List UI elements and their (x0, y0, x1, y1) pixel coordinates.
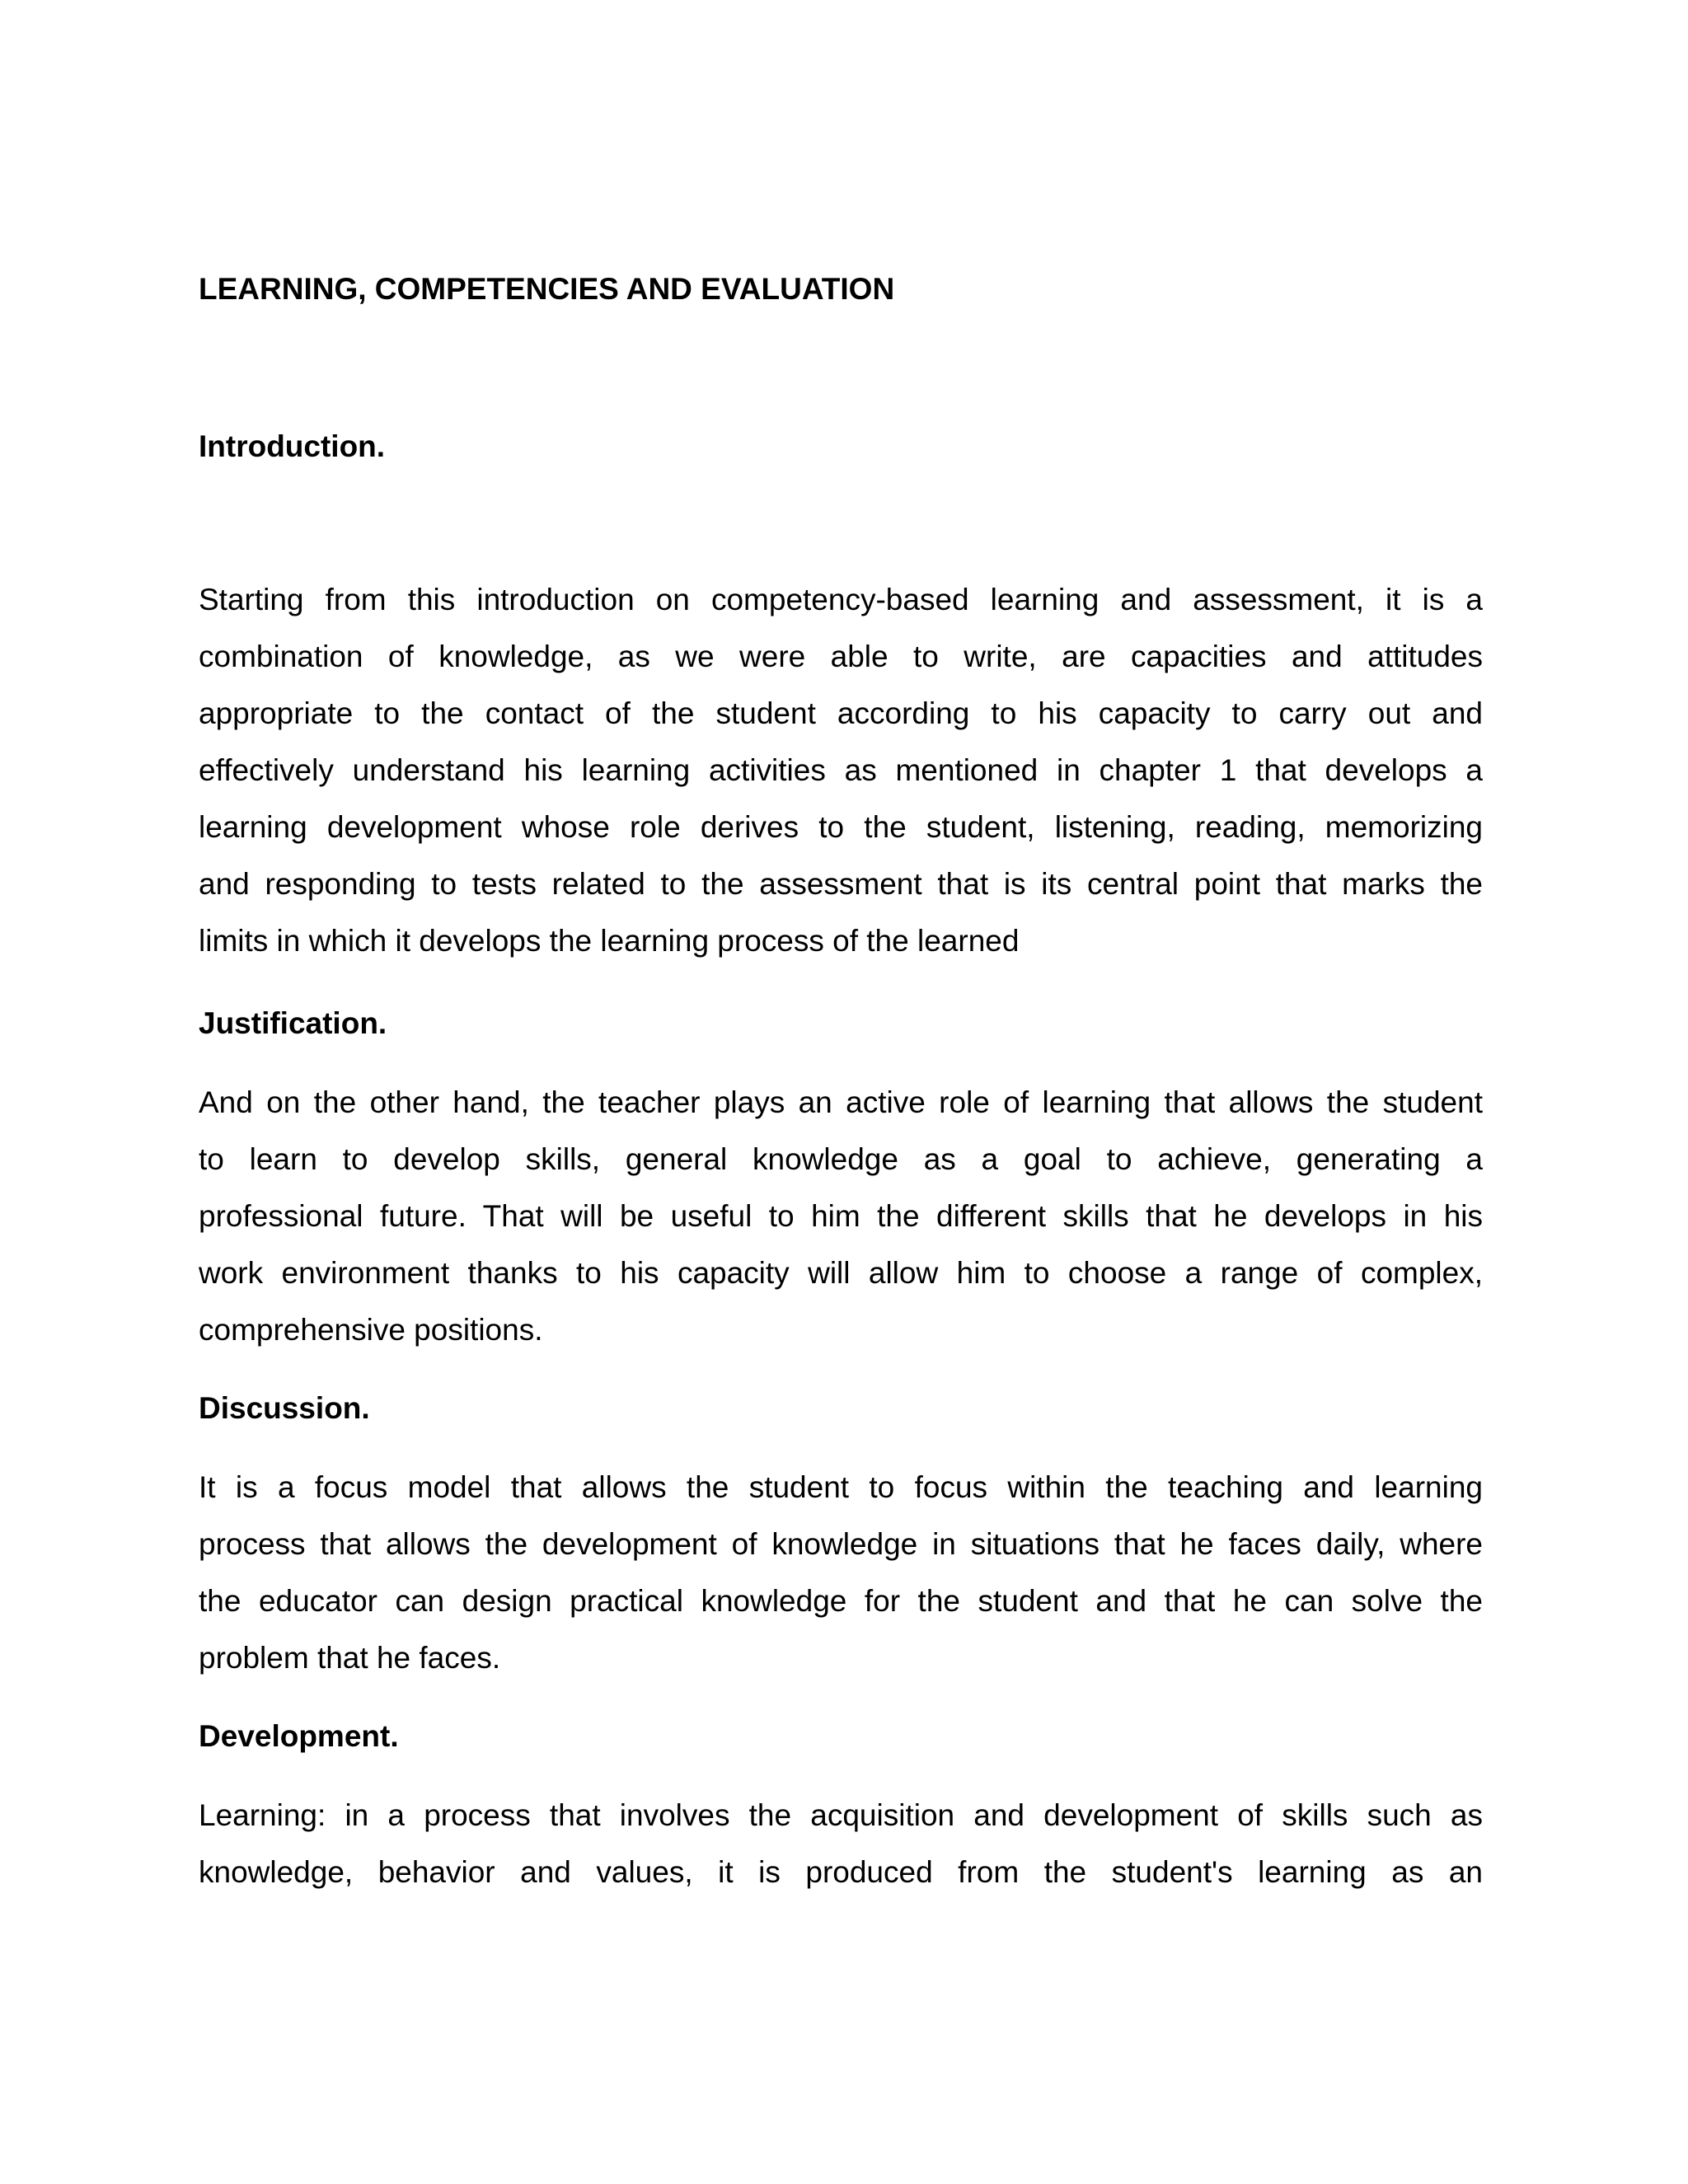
paragraph-introduction (199, 571, 1483, 969)
paragraph-line: problem that he faces. (199, 1641, 501, 1675)
paragraph-line: Learning: in a process that involves the acquisition and development of skills such as (199, 1798, 1483, 1832)
paragraph-line: to learn to develop skills, general knowledge as a goal to achieve, generating a (199, 1142, 1483, 1176)
paragraph-line: learning development whose role derives to the student, listening, reading, memorizing (199, 810, 1483, 844)
paragraph-line: professional future. That will be useful to him the different skills that he develops in his (199, 1199, 1483, 1233)
paragraph-line: appropriate to the contact of the student according to his capacity to carry out and (199, 696, 1483, 730)
paragraph-line: Starting from this introduction on competency-based learning and assessment, it is a (199, 583, 1483, 616)
paragraph-line: process that allows the development of knowledge in situations that he faces daily, where (199, 1527, 1483, 1561)
paragraph-justification (199, 1074, 1483, 1358)
paragraph-line: And on the other hand, the teacher plays an active role of learning that allows the student (199, 1085, 1483, 1119)
paragraph-line: effectively understand his learning activities as mentioned in chapter 1 that develops a (199, 753, 1483, 787)
document-title: LEARNING, COMPETENCIES AND EVALUATION (199, 272, 895, 306)
section-heading-development: Development. (199, 1719, 399, 1753)
paragraph-line: It is a focus model that allows the student to focus within the teaching and learning (199, 1470, 1483, 1504)
paragraph-discussion (199, 1459, 1483, 1686)
paragraph-line: and responding to tests related to the assessment that is its central point that marks the (199, 867, 1483, 901)
paragraph-development (199, 1787, 1483, 1900)
paragraph-line: comprehensive positions. (199, 1313, 543, 1347)
paragraph-line: the educator can design practical knowledge for the student and that he can solve the (199, 1584, 1483, 1618)
paragraph-line: knowledge, behavior and values, it is produced from the student's learning as an (199, 1855, 1483, 1889)
paragraph-line: work environment thanks to his capacity will allow him to choose a range of complex, (199, 1256, 1483, 1290)
section-heading-introduction: Introduction. (199, 429, 386, 463)
section-heading-justification: Justification. (199, 1006, 387, 1040)
section-heading-discussion: Discussion. (199, 1391, 370, 1425)
paragraph-line: limits in which it develops the learning process of the learned (199, 924, 1020, 958)
paragraph-line: combination of knowledge, as we were able to write, are capacities and attitudes (199, 640, 1483, 673)
